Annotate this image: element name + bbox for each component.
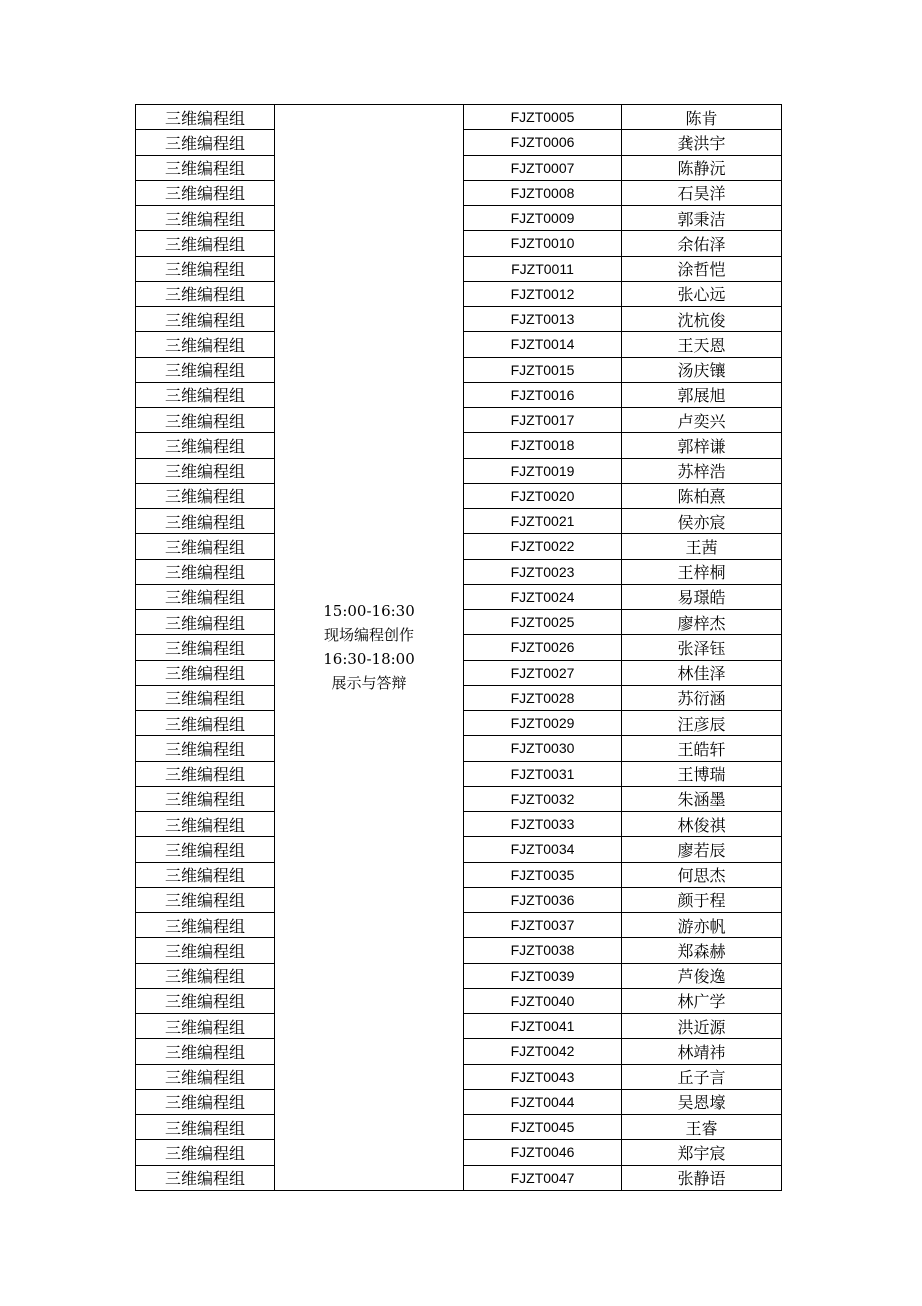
contestant-code-cell: FJZT0031 bbox=[464, 761, 622, 786]
contestant-name-cell: 颜于程 bbox=[622, 887, 782, 912]
contestant-code-cell: FJZT0021 bbox=[464, 509, 622, 534]
contestant-code-cell: FJZT0010 bbox=[464, 231, 622, 256]
group-cell: 三维编程组 bbox=[136, 1115, 275, 1140]
contestant-code-cell: FJZT0019 bbox=[464, 458, 622, 483]
contestant-name-cell: 郭秉洁 bbox=[622, 206, 782, 231]
contestant-name-cell: 汤庆镶 bbox=[622, 357, 782, 382]
contestant-code-cell: FJZT0037 bbox=[464, 913, 622, 938]
contestant-name-cell: 余佑泽 bbox=[622, 231, 782, 256]
contestant-name-cell: 林俊祺 bbox=[622, 812, 782, 837]
contestant-code-cell: FJZT0034 bbox=[464, 837, 622, 862]
contestant-code-cell: FJZT0011 bbox=[464, 256, 622, 281]
group-cell: 三维编程组 bbox=[136, 155, 275, 180]
group-cell: 三维编程组 bbox=[136, 711, 275, 736]
table-body bbox=[136, 105, 782, 1191]
contestant-name-cell: 廖梓杰 bbox=[622, 610, 782, 635]
group-cell: 三维编程组 bbox=[136, 534, 275, 559]
contestant-name-cell: 王天恩 bbox=[622, 332, 782, 357]
contestant-name-cell: 林广学 bbox=[622, 988, 782, 1013]
schedule-line2: 现场编程创作 bbox=[323, 626, 414, 645]
contestant-code-cell: FJZT0033 bbox=[464, 812, 622, 837]
contestant-name-cell: 林靖祎 bbox=[622, 1039, 782, 1064]
group-cell: 三维编程组 bbox=[136, 509, 275, 534]
contestant-code-cell: FJZT0036 bbox=[464, 887, 622, 912]
contestant-name-cell: 郭梓谦 bbox=[622, 433, 782, 458]
group-cell: 三维编程组 bbox=[136, 105, 275, 130]
contestant-code-cell: FJZT0044 bbox=[464, 1089, 622, 1114]
contestant-name-cell: 吴恩壕 bbox=[622, 1089, 782, 1114]
group-cell: 三维编程组 bbox=[136, 180, 275, 205]
group-cell: 三维编程组 bbox=[136, 1014, 275, 1039]
group-cell: 三维编程组 bbox=[136, 761, 275, 786]
group-cell: 三维编程组 bbox=[136, 231, 275, 256]
contestant-name-cell: 丘子言 bbox=[622, 1064, 782, 1089]
contestant-name-cell: 侯亦宸 bbox=[622, 509, 782, 534]
contestant-name-cell: 沈杭俊 bbox=[622, 307, 782, 332]
contestant-name-cell: 石昊洋 bbox=[622, 180, 782, 205]
contestant-name-cell: 易璟皓 bbox=[622, 584, 782, 609]
contestant-code-cell: FJZT0025 bbox=[464, 610, 622, 635]
contestant-code-cell: FJZT0006 bbox=[464, 130, 622, 155]
table-row bbox=[136, 105, 782, 130]
contestant-code-cell: FJZT0005 bbox=[464, 105, 622, 130]
contestant-code-cell: FJZT0039 bbox=[464, 963, 622, 988]
contestant-code-cell: FJZT0026 bbox=[464, 635, 622, 660]
group-cell: 三维编程组 bbox=[136, 786, 275, 811]
contestant-code-cell: FJZT0024 bbox=[464, 584, 622, 609]
contestant-code-cell: FJZT0008 bbox=[464, 180, 622, 205]
contestant-name-cell: 廖若辰 bbox=[622, 837, 782, 862]
contestant-code-cell: FJZT0041 bbox=[464, 1014, 622, 1039]
group-cell: 三维编程组 bbox=[136, 812, 275, 837]
group-cell: 三维编程组 bbox=[136, 458, 275, 483]
schedule-cell bbox=[275, 105, 464, 1191]
schedule-line3: 16:30-18:00 bbox=[323, 650, 415, 669]
contestant-name-cell: 龚洪宇 bbox=[622, 130, 782, 155]
group-cell: 三维编程组 bbox=[136, 1165, 275, 1190]
contestant-code-cell: FJZT0022 bbox=[464, 534, 622, 559]
contestant-name-cell: 陈静沅 bbox=[622, 155, 782, 180]
contestant-name-cell: 汪彦辰 bbox=[622, 711, 782, 736]
contestant-name-cell: 王梓桐 bbox=[622, 559, 782, 584]
group-cell: 三维编程组 bbox=[136, 963, 275, 988]
group-cell: 三维编程组 bbox=[136, 1089, 275, 1114]
contestant-code-cell: FJZT0040 bbox=[464, 988, 622, 1013]
contestant-name-cell: 郑森赫 bbox=[622, 938, 782, 963]
contestant-name-cell: 涂哲恺 bbox=[622, 256, 782, 281]
contestant-code-cell: FJZT0047 bbox=[464, 1165, 622, 1190]
group-cell: 三维编程组 bbox=[136, 584, 275, 609]
contestant-code-cell: FJZT0017 bbox=[464, 408, 622, 433]
contestant-name-cell: 郑宇宸 bbox=[622, 1140, 782, 1165]
group-cell: 三维编程组 bbox=[136, 559, 275, 584]
group-cell: 三维编程组 bbox=[136, 256, 275, 281]
contestant-name-cell: 苏衍涵 bbox=[622, 685, 782, 710]
group-cell: 三维编程组 bbox=[136, 635, 275, 660]
group-cell: 三维编程组 bbox=[136, 206, 275, 231]
contestant-name-cell: 朱涵墨 bbox=[622, 786, 782, 811]
contestant-code-cell: FJZT0042 bbox=[464, 1039, 622, 1064]
contestant-code-cell: FJZT0028 bbox=[464, 685, 622, 710]
contestant-name-cell: 何思杰 bbox=[622, 862, 782, 887]
contestant-name-cell: 张心远 bbox=[622, 281, 782, 306]
contestant-name-cell: 王皓轩 bbox=[622, 736, 782, 761]
contestant-schedule-table bbox=[135, 104, 782, 1191]
group-cell: 三维编程组 bbox=[136, 610, 275, 635]
group-cell: 三维编程组 bbox=[136, 408, 275, 433]
contestant-name-cell: 芦俊逸 bbox=[622, 963, 782, 988]
contestant-code-cell: FJZT0046 bbox=[464, 1140, 622, 1165]
contestant-name-cell: 郭展旭 bbox=[622, 382, 782, 407]
contestant-code-cell: FJZT0030 bbox=[464, 736, 622, 761]
contestant-code-cell: FJZT0009 bbox=[464, 206, 622, 231]
contestant-name-cell: 苏梓浩 bbox=[622, 458, 782, 483]
group-cell: 三维编程组 bbox=[136, 1140, 275, 1165]
contestant-name-cell: 张泽钰 bbox=[622, 635, 782, 660]
group-cell: 三维编程组 bbox=[136, 433, 275, 458]
contestant-code-cell: FJZT0014 bbox=[464, 332, 622, 357]
group-cell: 三维编程组 bbox=[136, 483, 275, 508]
contestant-name-cell: 游亦帆 bbox=[622, 913, 782, 938]
group-cell: 三维编程组 bbox=[136, 685, 275, 710]
contestant-name-cell: 洪近源 bbox=[622, 1014, 782, 1039]
group-cell: 三维编程组 bbox=[136, 130, 275, 155]
contestant-code-cell: FJZT0038 bbox=[464, 938, 622, 963]
group-cell: 三维编程组 bbox=[136, 887, 275, 912]
group-cell: 三维编程组 bbox=[136, 837, 275, 862]
group-cell: 三维编程组 bbox=[136, 913, 275, 938]
contestant-code-cell: FJZT0020 bbox=[464, 483, 622, 508]
group-cell: 三维编程组 bbox=[136, 332, 275, 357]
contestant-code-cell: FJZT0012 bbox=[464, 281, 622, 306]
contestant-code-cell: FJZT0016 bbox=[464, 382, 622, 407]
contestant-name-cell: 陈肯 bbox=[622, 105, 782, 130]
group-cell: 三维编程组 bbox=[136, 307, 275, 332]
schedule-line1: 15:00-16:30 bbox=[323, 602, 415, 621]
group-cell: 三维编程组 bbox=[136, 862, 275, 887]
group-cell: 三维编程组 bbox=[136, 281, 275, 306]
group-cell: 三维编程组 bbox=[136, 988, 275, 1013]
group-cell: 三维编程组 bbox=[136, 1064, 275, 1089]
contestant-name-cell: 王博瑞 bbox=[622, 761, 782, 786]
contestant-name-cell: 王茜 bbox=[622, 534, 782, 559]
contestant-name-cell: 卢奕兴 bbox=[622, 408, 782, 433]
contestant-name-cell: 陈柏熹 bbox=[622, 483, 782, 508]
group-cell: 三维编程组 bbox=[136, 660, 275, 685]
contestant-code-cell: FJZT0013 bbox=[464, 307, 622, 332]
contestant-code-cell: FJZT0027 bbox=[464, 660, 622, 685]
schedule-line4: 展示与答辩 bbox=[331, 674, 407, 693]
contestant-code-cell: FJZT0043 bbox=[464, 1064, 622, 1089]
group-cell: 三维编程组 bbox=[136, 1039, 275, 1064]
contestant-code-cell: FJZT0035 bbox=[464, 862, 622, 887]
contestant-name-cell: 张静语 bbox=[622, 1165, 782, 1190]
contestant-code-cell: FJZT0045 bbox=[464, 1115, 622, 1140]
contestant-code-cell: FJZT0018 bbox=[464, 433, 622, 458]
contestant-code-cell: FJZT0032 bbox=[464, 786, 622, 811]
group-cell: 三维编程组 bbox=[136, 736, 275, 761]
contestant-name-cell: 林佳泽 bbox=[622, 660, 782, 685]
contestant-name-cell: 王睿 bbox=[622, 1115, 782, 1140]
contestant-code-cell: FJZT0007 bbox=[464, 155, 622, 180]
contestant-code-cell: FJZT0029 bbox=[464, 711, 622, 736]
contestant-code-cell: FJZT0023 bbox=[464, 559, 622, 584]
contestant-code-cell: FJZT0015 bbox=[464, 357, 622, 382]
group-cell: 三维编程组 bbox=[136, 938, 275, 963]
group-cell: 三维编程组 bbox=[136, 382, 275, 407]
group-cell: 三维编程组 bbox=[136, 357, 275, 382]
